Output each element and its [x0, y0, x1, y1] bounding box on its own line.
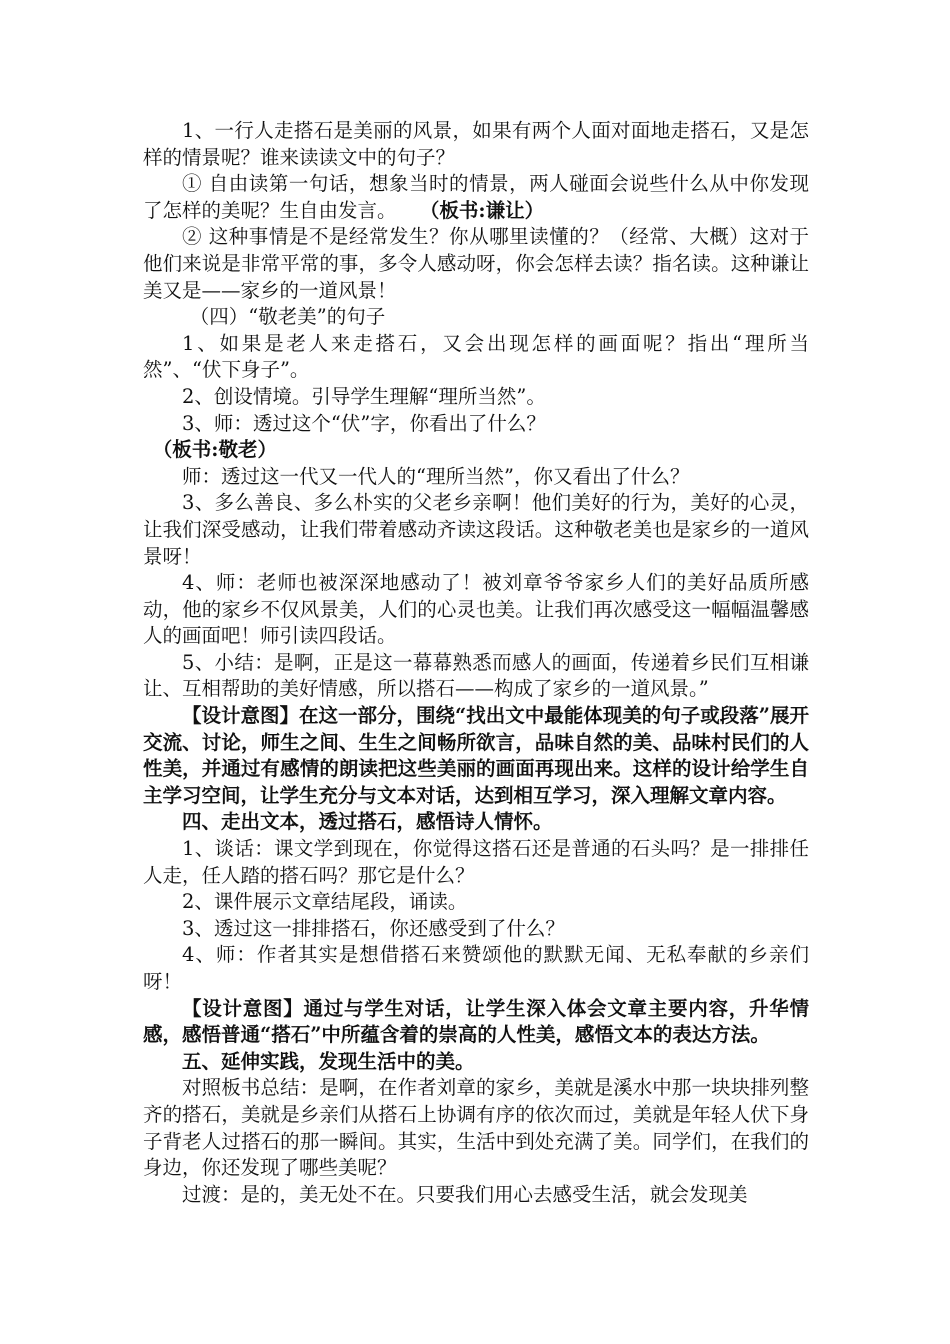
paragraph-16: 2、课件展示文章结尾段，诵读。 [182, 890, 468, 914]
paragraph-17: 3、透过这一排排搭石，你还感受到了什么？ [182, 916, 565, 940]
paragraph-9: 师：透过这一代又一代人的“理所当然”，你又看出了什么？ [182, 464, 690, 488]
design-intent-1: 【设计意图】在这一部分，围绕“找出文中最能体现美的句子或段落”展开交流、讨论，师生之间、生生之间畅所欲言，品味自然的美、品味村民们的人性美，并通过有感情的朗读把这些美丽的画面再现出来。这样的设计给学生自主学习空间，让学生充分与文本对话，达到相互学习，深入理解文章内容。 [143, 704, 809, 807]
board-note-jinglao: （板书:敬老） [152, 438, 277, 462]
paragraph-22: 过渡：是的，美无处不在。只要我们用心去感受生活，就会发现美 [182, 1182, 748, 1206]
paragraph-21: 对照板书总结：是啊，在作者刘章的家乡，美就是溪水中那一块块排列整齐的搭石，美就是乡亲们从搭石上协调有序的依次而过，美就是年轻人伏下身子背老人过搭石的那一瞬间。其实，生活中到处充满了美。同学们，在我们的身边，你还发现了哪些美呢？ [143, 1076, 809, 1180]
document-page [143, 118, 809, 1208]
paragraph-18: 4、师：作者其实是想借搭石来赞颂他的默默无闻、无私奉献的乡亲们呀！ [143, 943, 809, 993]
paragraph-5: 1、如果是老人来走搭石，又会出现怎样的画面呢？指出“理所当然”、“伏下身子”。 [143, 331, 809, 382]
paragraph-15: 1、谈话：课文学到现在，你觉得这搭石还是普通的石头吗？是一排排任人走，任人踏的搭石吗？那它是什么？ [143, 837, 809, 887]
board-note-qianrang: （板书:谦让） [419, 198, 545, 222]
section-heading-4: 四、走出文本，透过搭石，感悟诗人情怀。 [182, 810, 553, 834]
paragraph-11: 4、师：老师也被深深地感动了！被刘章爷爷家乡人们的美好品质所感动，他的家乡不仅风景美，人们的心灵也美。让我们再次感受这一幅幅温馨感人的画面吧！师引读四段话。 [143, 571, 809, 648]
paragraph-2 [143, 171, 809, 224]
paragraph-10: 3、多么善良、多么朴实的父老乡亲啊！他们美好的行为，美好的心灵，让我们深受感动，让我们带着感动齐读这段话。这种敬老美也是家乡的一道风景呀！ [143, 491, 809, 568]
section-heading-jinglao: （四）“敬老美”的句子 [189, 305, 386, 329]
section-heading-5: 五、延伸实践，发现生活中的美。 [182, 1049, 475, 1073]
paragraph-12: 5、小结：是啊，正是这一幕幕熟悉而感人的画面，传递着乡民们互相谦让、互相帮助的美好情感，所以搭石——构成了家乡的一道风景。” [143, 650, 809, 701]
paragraph-7: 3、师：透过这个“伏”字，你看出了什么？ [182, 411, 546, 435]
paragraph-1: 1、一行人走搭石是美丽的风景，如果有两个人面对面地走搭石，又是怎样的情景呢？谁来读读文中的句子？ [143, 119, 809, 169]
paragraph-2-text: ① 自由读第一句话，想象当时的情景，两人碰面会说些什么从中你发现了怎样的美呢？生自由发言。 [143, 172, 809, 222]
paragraph-6: 2、创设情境。引导学生理解“理所当然”。 [182, 384, 546, 408]
design-intent-2: 【设计意图】通过与学生对话，让学生深入体会文章主要内容，升华情感，感悟普通“搭石”中所蕴含着的崇高的人性美，感悟文本的表达方法。 [143, 996, 809, 1047]
paragraph-3: ② 这种事情是不是经常发生？你从哪里读懂的？（经常、大概）这对于他们来说是非常平常的事，多令人感动呀，你会怎样去读？指名读。这种谦让美又是——家乡的一道风景！ [143, 225, 809, 302]
